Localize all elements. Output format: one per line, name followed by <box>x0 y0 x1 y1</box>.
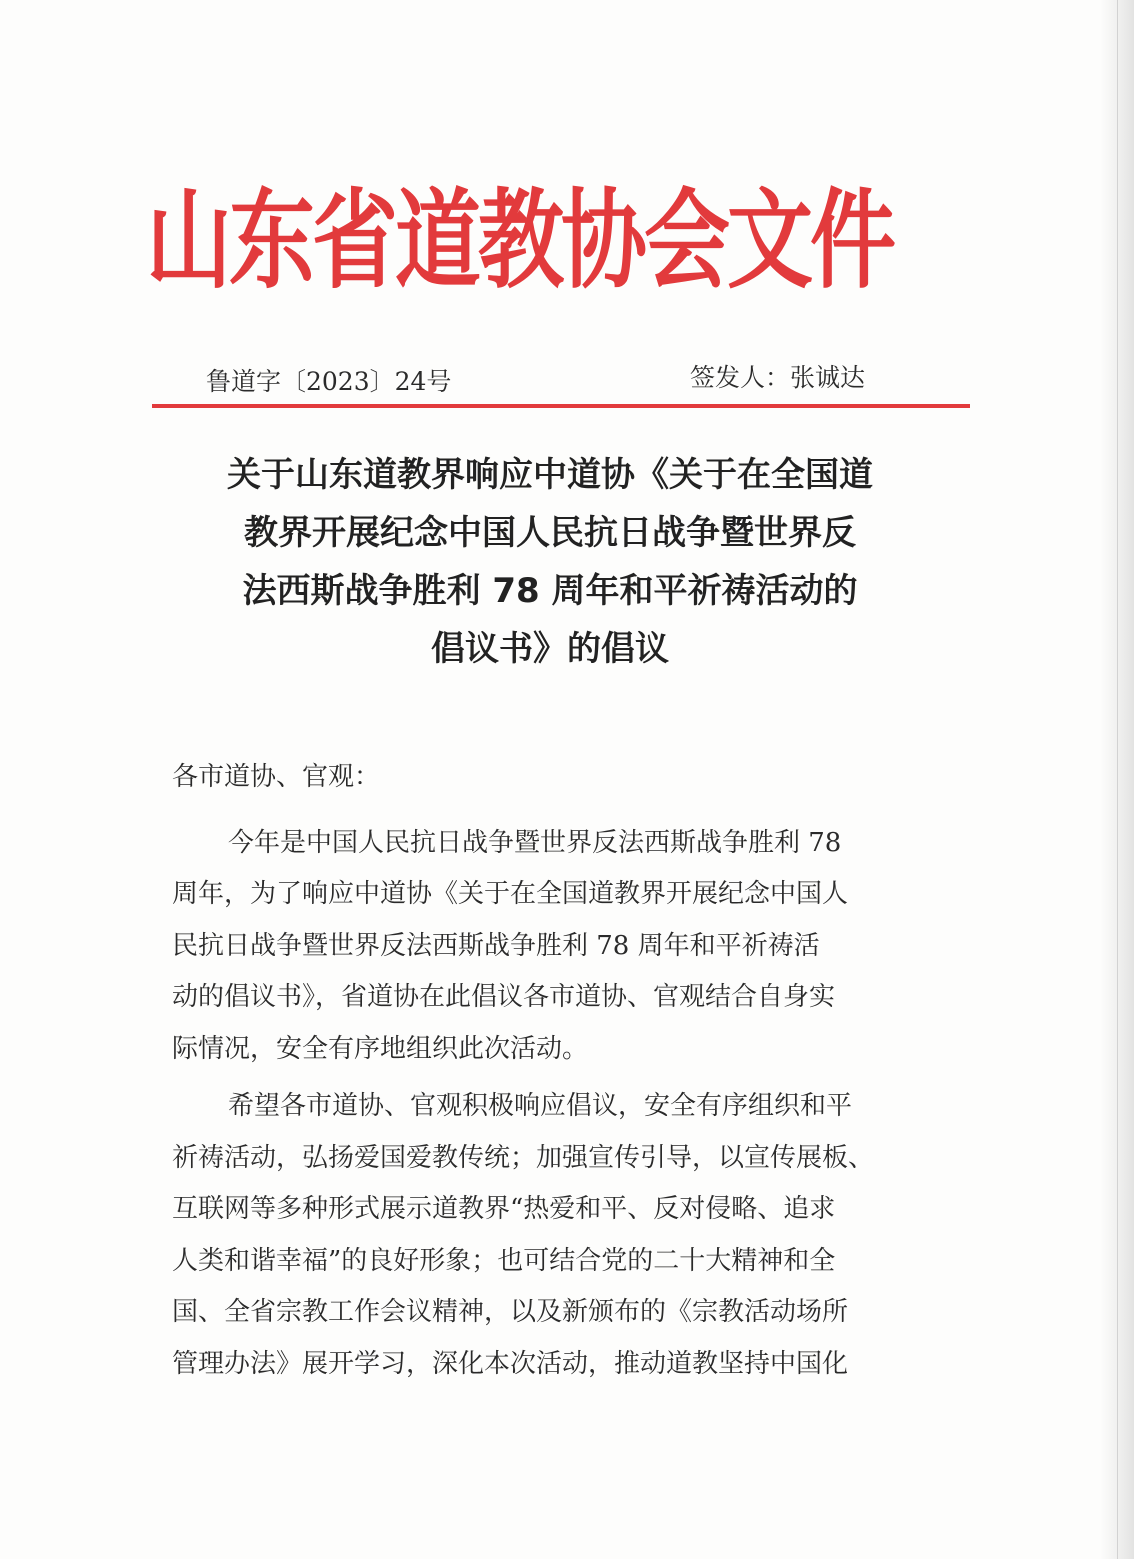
document-title <box>150 446 950 678</box>
title-line: 倡议书》的倡议 <box>431 629 669 669</box>
title-line: 关于山东道教界响应中道协《关于在全国道 <box>227 455 873 495</box>
paragraph-2-line: 希望各市道协、官观积极响应倡议，安全有序组织和平 <box>228 1091 853 1121</box>
document-body <box>172 752 962 1390</box>
paragraph-2-line: 管理办法》展开学习，深化本次活动，推动道教坚持中国化 <box>172 1348 849 1379</box>
masthead-title: 山东省道教协会文件 <box>146 177 893 304</box>
paragraph-2-line: 互联网等多种形式展示道教界“热爱和平、反对侵略、追求 <box>172 1194 836 1224</box>
paragraph-2-line: 国、全省宗教工作会议精神，以及新颁布的《宗教活动场所 <box>172 1297 849 1327</box>
paragraph-1-line: 民抗日战争暨世界反法西斯战争胜利 78 周年和平祈祷活 <box>172 930 820 961</box>
title-line: 教界开展纪念中国人民抗日战争暨世界反 <box>244 513 856 553</box>
document-number: 鲁道字〔2023〕24号 <box>206 367 452 396</box>
title-line: 法西斯战争胜利 78 周年和平祈祷活动的 <box>242 571 858 611</box>
paragraph-1-line: 际情况，安全有序地组织此次活动。 <box>172 1033 589 1064</box>
paragraph-1-line: 周年，为了响应中道协《关于在全国道教界开展纪念中国人 <box>172 879 849 909</box>
paragraph-1-line: 今年是中国人民抗日战争暨世界反法西斯战争胜利 78 <box>228 827 842 858</box>
signer: 签发人：张诚达 <box>690 363 866 392</box>
scan-edge-line <box>1117 0 1118 1559</box>
red-divider <box>152 404 970 408</box>
paragraph-1-line: 动的倡议书》，省道协在此倡议各市道协、官观结合自身实 <box>172 982 836 1012</box>
paragraph-2-line: 祈祷活动，弘扬爱国爱教传统；加强宣传引导，以宣传展板、 <box>172 1142 875 1173</box>
paragraph-2-line: 人类和谐幸福”的良好形象；也可结合党的二十大精神和全 <box>172 1245 836 1276</box>
salutation: 各市道协、官观： <box>172 762 381 792</box>
